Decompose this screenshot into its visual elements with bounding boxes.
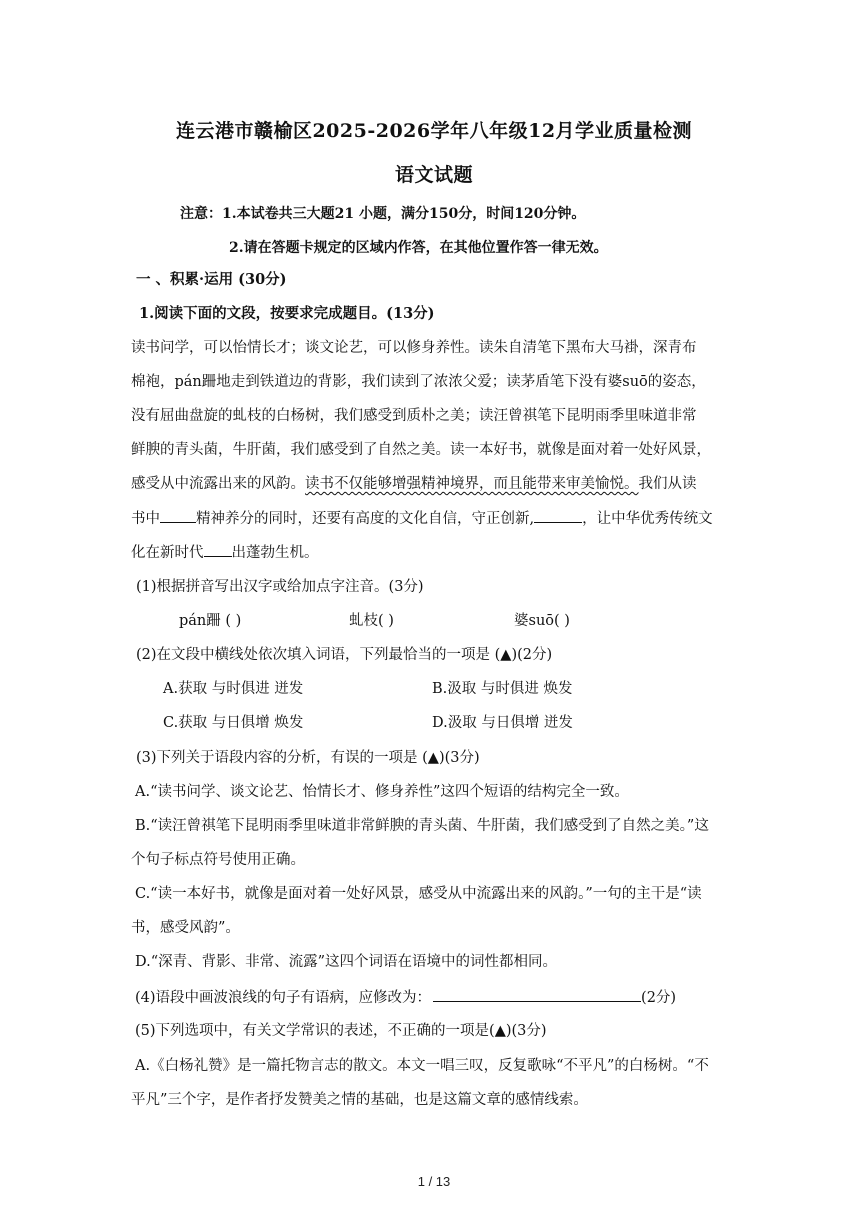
sub4-score: (2分) xyxy=(641,990,677,1006)
passage-line-5 xyxy=(131,474,697,494)
sub3-option-a: A.“读书问学、谈文论艺、怡情长才、修身养性”这四个短语的结构完全一致。 xyxy=(135,784,629,800)
sub5-option-a-line-1: A.《白杨礼赞》是一篇托物言志的散文。本文一唱三叹，反复歌咏“不平凡”的白杨树。“不 xyxy=(135,1058,709,1074)
sub1-item-1: pán跚 ( ) xyxy=(179,613,242,629)
fill-blank-1 xyxy=(160,508,196,523)
question-1-heading: 1.阅读下面的文段，按要求完成题目。(13分) xyxy=(139,305,435,322)
page-number: 1 / 13 xyxy=(417,1174,451,1189)
passage-line-3: 没有屈曲盘旋的虬枝的白杨树，我们感受到质朴之美；读汪曾祺笔下昆明雨季里味道非常 xyxy=(131,408,697,424)
passage-text: ，让中华优秀传统文 xyxy=(582,511,713,527)
passage-line-1: 读书问学，可以怡情长才；谈文论艺，可以修身养性。读朱自清笔下黑布大马褂，深青布 xyxy=(131,340,697,356)
sub3-option-b-line-1: B.“读汪曾祺笔下昆明雨季里味道非常鲜腴的青头菌、牛肝菌，我们感受到了自然之美。”这 xyxy=(135,818,709,834)
sub2-option-b: B.汲取 与时俱进 焕发 xyxy=(432,681,573,697)
sub3-option-d: D.“深青、背影、非常、流露”这四个词语在语境中的词性都相同。 xyxy=(135,954,558,970)
sub-question-2: (2)在文段中横线处依次填入词语，下列最恰当的一项是 (▲)(2分) xyxy=(136,647,553,663)
sub1-item-2: 虬枝( ) xyxy=(349,613,394,629)
passage-line-4: 鲜腴的青头菌，牛肝菌，我们感受到了自然之美。读一本好书，就像是面对着一处好风景， xyxy=(131,442,711,458)
sub2-option-d: D.汲取 与日俱增 迸发 xyxy=(432,715,573,731)
wavy-underlined-sentence: 读书不仅能够增强精神境界，而且能带来审美愉悦。 xyxy=(305,476,639,492)
passage-line-7 xyxy=(131,542,319,563)
exam-title: 连云港市赣榆区2025-2026学年八年级12月学业质量检测 xyxy=(175,120,693,142)
passage-text: 化在新时代 xyxy=(131,545,204,561)
sub1-item-3: 婆suō( ) xyxy=(514,613,570,629)
exam-subtitle: 语文试题 xyxy=(394,164,473,186)
passage-text: 精神养分的同时，还要有高度的文化自信，守正创新, xyxy=(196,511,535,527)
sub5-option-a-line-2: 平凡”三个字，是作者抒发赞美之情的基础，也是这篇文章的感情线索。 xyxy=(131,1092,588,1108)
sub3-option-b-line-2: 个句子标点符号使用正确。 xyxy=(131,852,305,868)
sub-question-4 xyxy=(135,987,676,1008)
sub2-option-c: C.获取 与日俱增 焕发 xyxy=(163,715,304,731)
section-heading: 一 、积累·运用 (30分) xyxy=(136,271,287,288)
exam-note-1: 注意：1.本试卷共三大题21 小题，满分150分，时间120分钟。 xyxy=(180,206,586,222)
passage-text: 感受从中流露出来的风韵。 xyxy=(131,476,305,492)
sub-question-5: (5)下列选项中，有关文学常识的表述，不正确的一项是(▲)(3分) xyxy=(135,1023,547,1039)
passage-text: 书中 xyxy=(131,511,160,527)
exam-note-2: 2.请在答题卡规定的区域内作答，在其他位置作答一律无效。 xyxy=(229,240,608,256)
sub2-option-a: A.获取 与时俱进 迸发 xyxy=(163,681,304,697)
passage-text: 出蓬勃生机。 xyxy=(231,545,319,561)
sub-question-1: (1)根据拼音写出汉字或给加点字注音。(3分) xyxy=(136,579,424,595)
fill-blank-3 xyxy=(204,542,232,557)
sub4-text: (4)语段中画波浪线的句子有语病，应修改为： xyxy=(135,990,432,1006)
fill-blank-2 xyxy=(534,508,582,523)
passage-line-2: 棉袍，pán跚地走到铁道边的背影，我们读到了浓浓父爱；读茅盾笔下没有婆suō的姿态， xyxy=(131,374,706,390)
passage-line-6 xyxy=(131,508,713,529)
sub-question-3: (3)下列关于语段内容的分析，有误的一项是 (▲)(3分) xyxy=(136,750,480,766)
passage-text: 我们从读 xyxy=(638,476,697,492)
sub3-option-c-line-2: 书，感受风韵”。 xyxy=(131,920,240,936)
sub3-option-c-line-1: C.“读一本好书，就像是面对着一处好风景，感受从中流露出来的风韵。”一句的主干是“读 xyxy=(135,886,702,902)
answer-blank xyxy=(433,987,641,1002)
